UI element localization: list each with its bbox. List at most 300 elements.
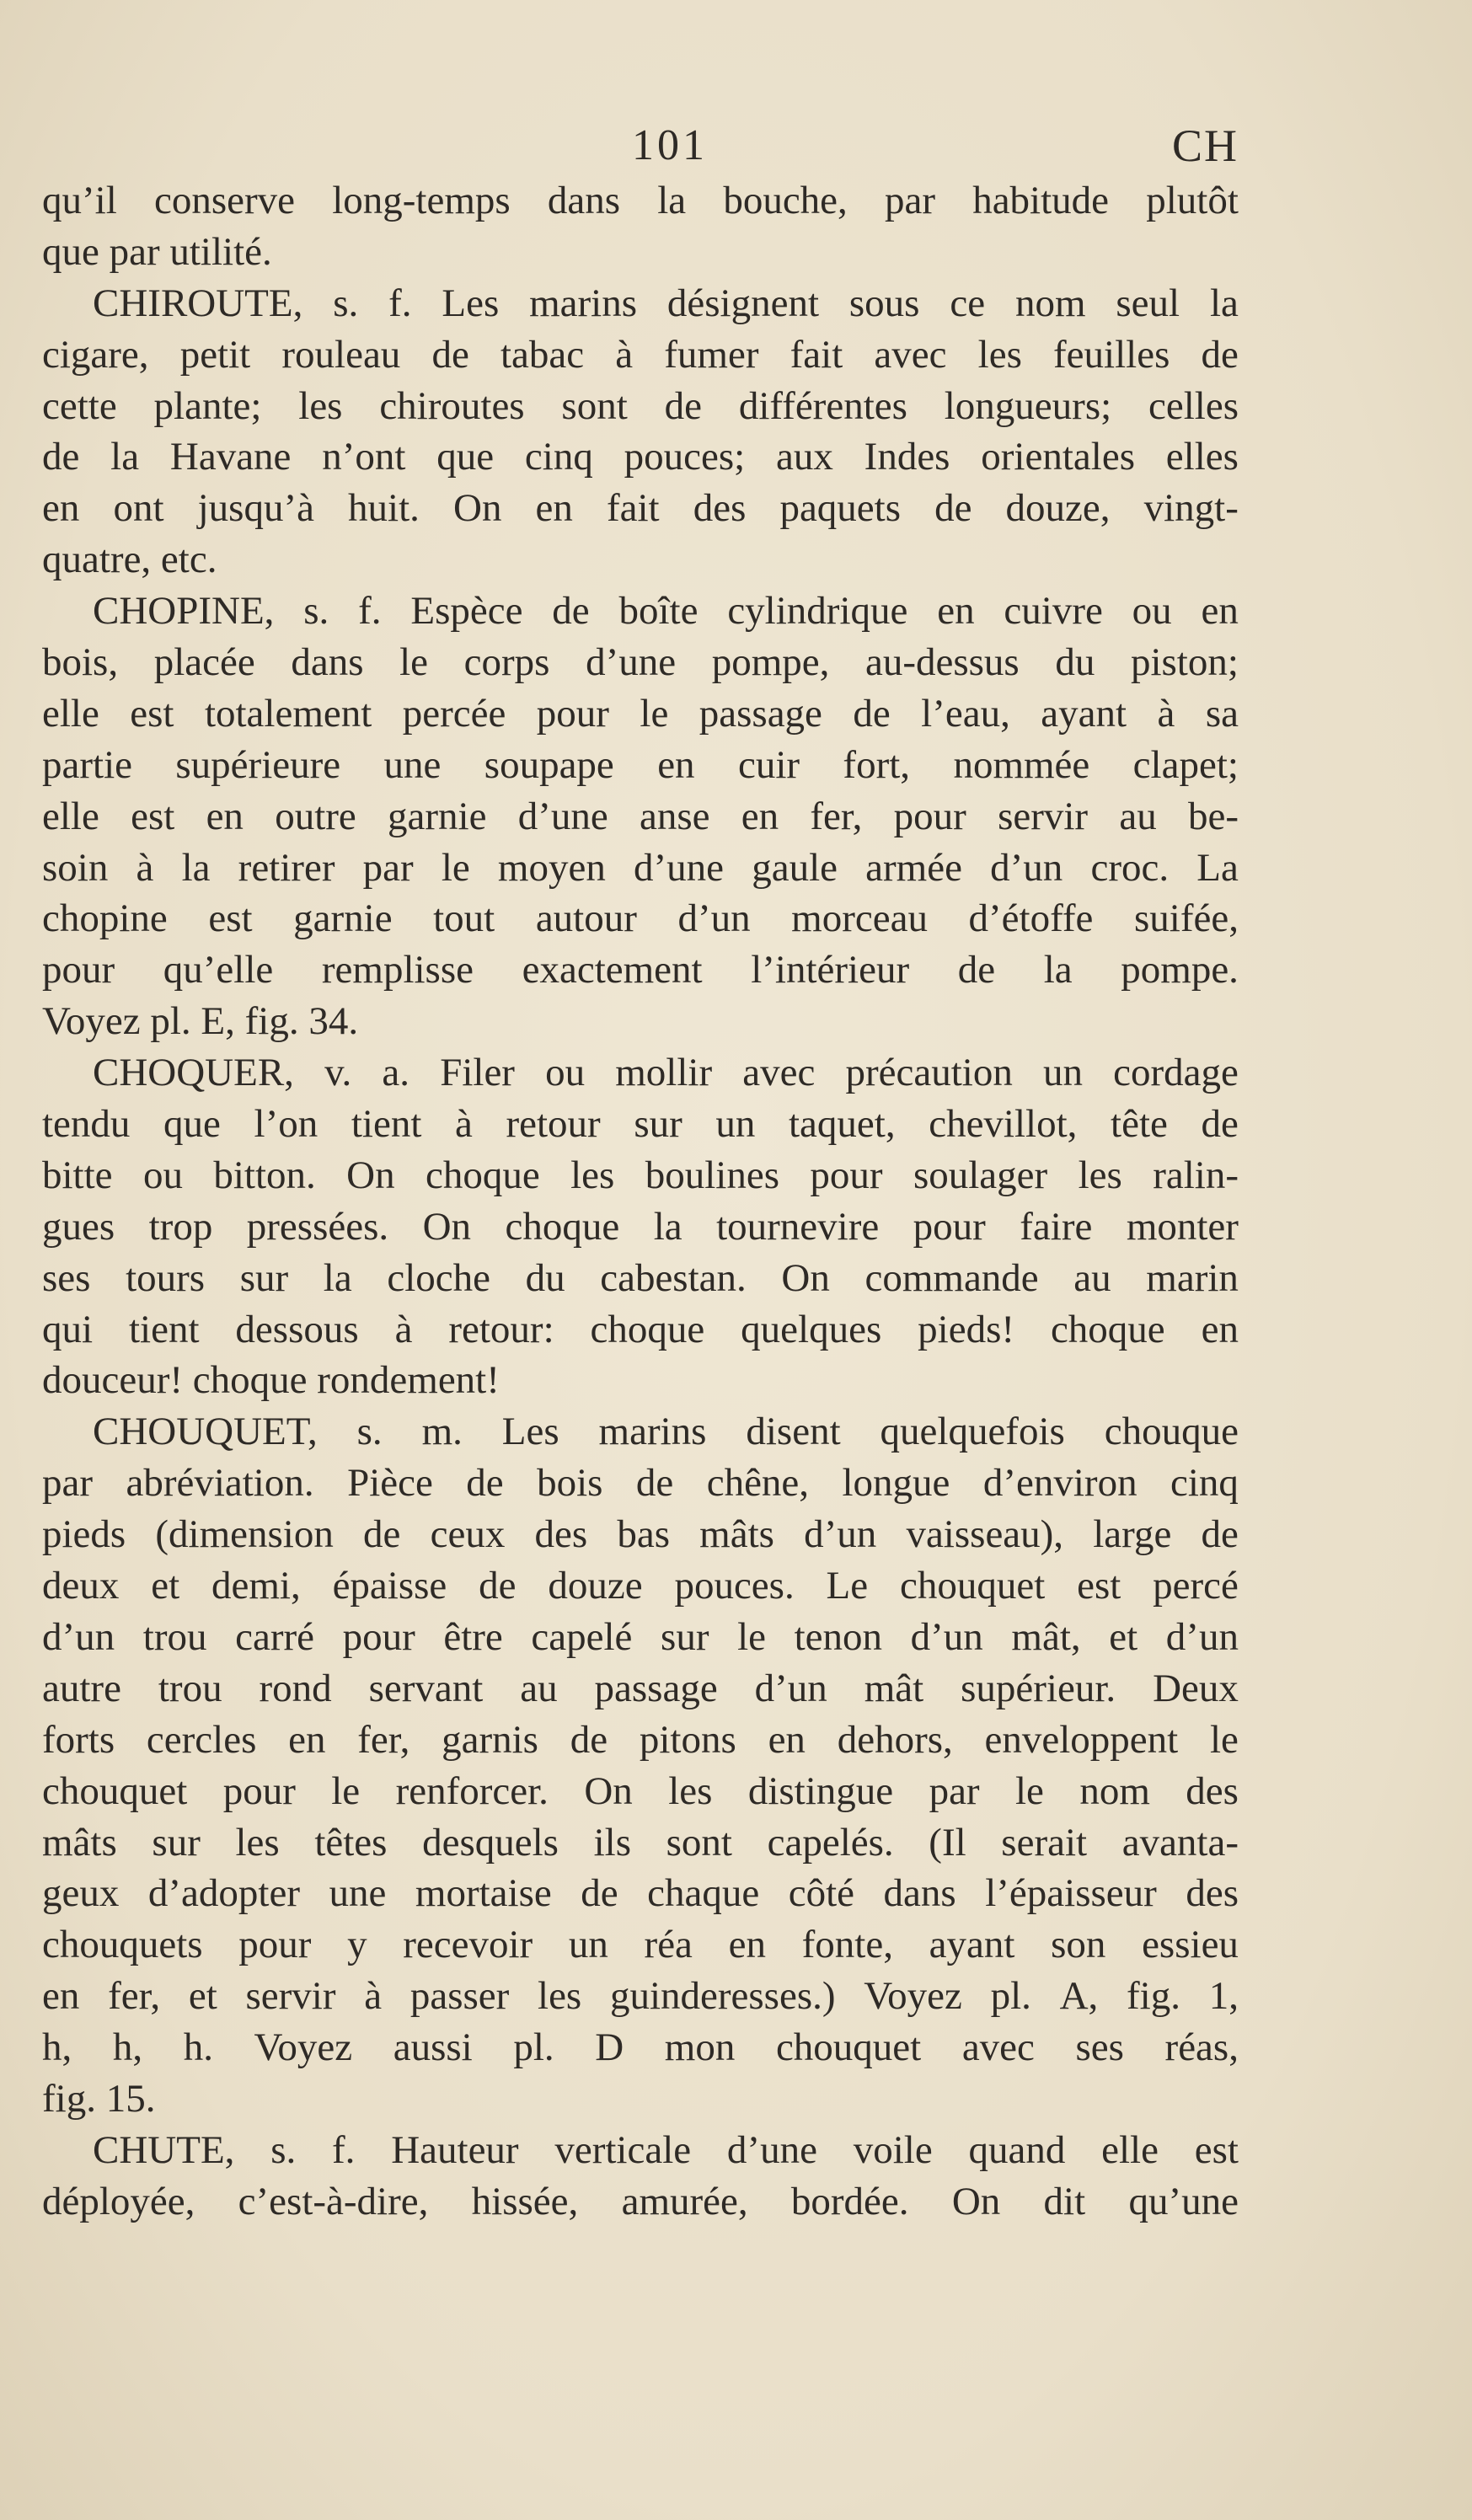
word: fait (790, 332, 843, 377)
word: ou (1132, 589, 1172, 634)
word: d’un (677, 896, 751, 941)
word: mollir (615, 1051, 713, 1095)
word: CHUTE, (93, 2127, 235, 2172)
word: dans (883, 1871, 956, 1916)
word: pour (893, 794, 966, 838)
word: avec (961, 2025, 1035, 2070)
word: avec (874, 332, 947, 377)
word: ils (593, 1820, 632, 1865)
word: Les (501, 1410, 559, 1454)
word: garnie (388, 794, 487, 838)
word: corps (463, 640, 550, 685)
word: choque (1050, 1307, 1165, 1351)
word: Havane (169, 435, 292, 479)
word: long-temps (332, 179, 511, 222)
line-text: quatre, etc. (42, 538, 217, 582)
text-line (42, 1150, 1239, 1201)
word: sous (848, 281, 920, 325)
word: au (1073, 1255, 1111, 1300)
word: par (884, 179, 935, 222)
word: de (664, 383, 702, 428)
word: CHOQUER, (93, 1051, 294, 1095)
word: nom (1014, 281, 1086, 325)
word: elles (1165, 435, 1239, 479)
word: cinq (1170, 1461, 1239, 1506)
word: réas, (1164, 2025, 1239, 2070)
word: trou (142, 1614, 207, 1659)
word: tête (1111, 1102, 1168, 1147)
word: CHOPINE, (93, 589, 275, 634)
word: vingt- (1143, 486, 1239, 531)
word: qu’elle (163, 948, 274, 992)
word: par (929, 1768, 980, 1813)
word: avec (742, 1051, 816, 1095)
text-line (42, 843, 1239, 894)
word: f. (358, 589, 382, 634)
text-line (42, 534, 1239, 586)
word: de (957, 948, 996, 992)
word: s. (356, 1410, 383, 1454)
word: monter (1126, 1204, 1239, 1249)
word: m. (421, 1410, 463, 1454)
word: h. (183, 2025, 213, 2070)
word: carré (235, 1614, 314, 1659)
word: à (455, 1102, 473, 1147)
word: Les (442, 281, 500, 325)
word: pompe, (711, 640, 830, 685)
text-line (42, 1201, 1239, 1253)
word: pour (913, 1204, 986, 1249)
word: le (1210, 1717, 1239, 1762)
word: qui (42, 1307, 94, 1351)
word: cordage (1113, 1051, 1239, 1095)
word: jusqu’à (197, 486, 314, 531)
word: disent (746, 1410, 841, 1454)
word: les (538, 1974, 582, 2019)
word: bitton. (213, 1153, 316, 1197)
word: n’ont (322, 435, 406, 479)
word: est (1194, 2127, 1239, 2172)
word: pour (238, 1923, 312, 1967)
word: bordée. (790, 2179, 909, 2223)
word: le (737, 1614, 767, 1659)
word: rond (259, 1666, 332, 1710)
word: chouquet (899, 1564, 1046, 1608)
text-line (42, 1304, 1239, 1356)
word: vaisseau), (906, 1512, 1064, 1557)
word: Indes (864, 435, 950, 479)
line-text: Voyez pl. E, fig. 34. (42, 999, 359, 1044)
text-line (42, 996, 1239, 1047)
word: marins (529, 281, 638, 325)
word: bois, (42, 640, 119, 685)
word: différentes (738, 383, 907, 428)
word: est (131, 794, 175, 838)
word: elle (42, 794, 99, 838)
word: de (363, 1512, 401, 1557)
word: de (581, 1871, 618, 1916)
word: est (130, 691, 174, 736)
word: pressées. (246, 1204, 389, 1249)
word: et (1109, 1614, 1138, 1659)
word: suifée, (1133, 896, 1239, 941)
word: y (347, 1923, 367, 1967)
word: s. (270, 2127, 297, 2172)
word: douze, (1005, 486, 1111, 531)
word: clapet; (1132, 742, 1239, 787)
word: choque (505, 1204, 620, 1249)
word: f. (332, 2127, 356, 2172)
word: choque (590, 1307, 705, 1351)
word: un (715, 1102, 756, 1147)
word: de (1201, 1512, 1239, 1557)
word: serait (1001, 1820, 1088, 1865)
word: Espèce (410, 589, 523, 634)
word: des (1186, 1768, 1239, 1813)
word: celles (1148, 383, 1239, 428)
word: quand (968, 2127, 1066, 2172)
word: de (853, 691, 891, 736)
word: en (42, 1974, 80, 2019)
word: Voyez (864, 1974, 962, 2019)
text-line (42, 637, 1239, 688)
word: et (151, 1564, 180, 1608)
word: de (431, 332, 469, 377)
text-line (42, 1612, 1239, 1663)
word: mât (864, 1666, 924, 1710)
text-line (42, 1663, 1239, 1715)
word: morceau (791, 896, 928, 941)
word: garnis (442, 1717, 538, 1762)
word: elle (42, 691, 99, 736)
word: cercles (146, 1717, 257, 1762)
word: fer, (810, 794, 863, 838)
word: CHOUQUET, (93, 1410, 318, 1454)
word: feuilles (1053, 332, 1170, 377)
word: ou (142, 1153, 183, 1197)
word: l’épaisseur (985, 1871, 1157, 1916)
word: le (441, 845, 470, 890)
text-line (42, 893, 1239, 944)
word: verticale (554, 2127, 692, 2172)
word: tabac (500, 332, 585, 377)
text-line (42, 2022, 1239, 2073)
word: taquet, (789, 1102, 896, 1147)
word: anse (639, 794, 710, 838)
word: l’on (254, 1102, 318, 1147)
word: est (1077, 1564, 1121, 1608)
word: la (1043, 948, 1073, 992)
word: à (364, 1974, 383, 2019)
word: que (436, 435, 495, 479)
word: en (206, 794, 244, 838)
word: fer, (357, 1717, 410, 1762)
dictionary-text-body (42, 175, 1239, 2228)
word: aussi (393, 2025, 473, 2070)
word: voile (853, 2127, 933, 2172)
word: sa (1205, 691, 1239, 736)
word: ses (1075, 2025, 1124, 2070)
word: moyen (497, 845, 606, 890)
word: en (288, 1717, 326, 1762)
word: bitte (42, 1153, 113, 1197)
word: mâts (42, 1820, 117, 1865)
word: de (479, 1564, 517, 1608)
text-line (42, 740, 1239, 791)
word: les (668, 1768, 713, 1813)
word: les (570, 1153, 615, 1197)
word: recevoir (403, 1923, 533, 1967)
word: dehors, (837, 1717, 953, 1762)
word: pouces. (674, 1564, 795, 1608)
word: enveloppent (984, 1717, 1179, 1762)
text-line (42, 1406, 1239, 1458)
word: dans (291, 640, 364, 685)
word: d’un (804, 1512, 877, 1557)
word: côté (788, 1871, 855, 1916)
word: sont (561, 383, 628, 428)
word: petit (179, 332, 251, 377)
word: gaule (752, 845, 838, 890)
word: fort, (843, 742, 911, 787)
text-line (42, 1047, 1239, 1099)
word: ralin- (1153, 1153, 1239, 1197)
word: dit (1043, 2179, 1086, 2223)
word: demi, (211, 1564, 301, 1608)
text-line (42, 1253, 1239, 1304)
word: trop (148, 1204, 213, 1249)
word: d’un (910, 1614, 983, 1659)
word: orientales (981, 435, 1135, 479)
word: tenon (794, 1614, 883, 1659)
word: d’adopter (147, 1871, 300, 1916)
word: d’un (754, 1666, 827, 1710)
word: une (383, 742, 442, 787)
word: d’étoffe (968, 896, 1094, 941)
word: chouque (1104, 1410, 1239, 1454)
word: de (570, 1717, 608, 1762)
word: On (781, 1255, 830, 1300)
word: ou (545, 1051, 586, 1095)
word: une (329, 1871, 387, 1916)
word: de (1201, 1102, 1239, 1147)
text-line (42, 2073, 1239, 2125)
word: en (1201, 1307, 1239, 1351)
word: les (298, 383, 343, 428)
word: percé (1153, 1564, 1239, 1608)
word: cabestan. (600, 1255, 747, 1300)
word: Deux (1153, 1666, 1239, 1710)
word: totalement (204, 691, 372, 736)
text-line (42, 1971, 1239, 2022)
word: CHIROUTE, (93, 281, 303, 325)
word: de (1201, 332, 1239, 377)
word: le (1014, 1768, 1044, 1813)
word: h, (112, 2025, 143, 2070)
running-head: CH (1171, 120, 1239, 171)
word: en (741, 794, 779, 838)
word: est (208, 896, 253, 941)
word: conserve (153, 179, 295, 222)
word: tout (433, 896, 495, 941)
word: gues (42, 1204, 115, 1249)
word: tendu (42, 1102, 131, 1147)
word: et (188, 1974, 217, 2019)
text-line (42, 1458, 1239, 1509)
word: c’est-à-dire, (238, 2179, 429, 2223)
word: en (937, 589, 975, 634)
word: cylindrique (727, 589, 908, 634)
word: un (568, 1923, 608, 1967)
text-line (42, 1560, 1239, 1612)
word: tient (351, 1102, 422, 1147)
word: cloche (387, 1255, 490, 1300)
word: au-dessus (864, 640, 1020, 685)
word: v. (324, 1051, 352, 1095)
word: pour (42, 948, 115, 992)
word: d’une (586, 640, 677, 685)
word: réa (644, 1923, 693, 1967)
word: plutôt (1146, 179, 1239, 222)
word: be- (1187, 794, 1239, 838)
word: chouquet (775, 2025, 922, 2070)
word: la (653, 1204, 682, 1249)
text-line (42, 175, 1239, 227)
word: On (453, 486, 502, 531)
word: bas (617, 1512, 670, 1557)
word: paquets (779, 486, 902, 531)
word: servant (368, 1666, 484, 1710)
word: croc. (1090, 845, 1170, 890)
word: On (951, 2179, 1001, 2223)
text-line (42, 586, 1239, 637)
word: en (535, 486, 573, 531)
word: dans (547, 179, 621, 222)
word: la (181, 845, 211, 890)
word: de (42, 435, 80, 479)
word: ayant (1041, 691, 1127, 736)
word: 1, (1208, 1974, 1239, 2019)
word: remplisse (321, 948, 474, 992)
word: soupape (484, 742, 614, 787)
word: à (1157, 691, 1175, 736)
word: tours (126, 1255, 206, 1300)
word: h, (42, 2025, 72, 2070)
word: désignent (666, 281, 820, 325)
word: On (584, 1768, 633, 1813)
word: passer (409, 1974, 510, 2019)
word: partie (42, 742, 132, 787)
word: piston; (1130, 640, 1239, 685)
word: guinderesses.) (609, 1974, 836, 2019)
word: chevillot, (929, 1102, 1078, 1147)
word: percée (402, 691, 506, 736)
word: pour (222, 1768, 296, 1813)
word: chouquet (42, 1768, 188, 1813)
text-line (42, 688, 1239, 740)
text-line (42, 1817, 1239, 1869)
word: boulines (645, 1153, 780, 1197)
word: retour: (448, 1307, 554, 1351)
word: en (728, 1923, 766, 1967)
word: longueurs; (944, 383, 1112, 428)
word: les (977, 332, 1022, 377)
word: d’une (517, 794, 608, 838)
word: A, (1059, 1974, 1099, 2019)
text-line (42, 483, 1239, 534)
word: essieu (1142, 1923, 1239, 1967)
word: fer, (108, 1974, 161, 2019)
word: geux (42, 1871, 120, 1916)
word: amurée, (621, 2179, 748, 2223)
word: mâts (699, 1512, 774, 1557)
word: servir (245, 1974, 336, 2019)
word: tournevire (716, 1204, 880, 1249)
word: en (1201, 589, 1239, 634)
word: ceux (430, 1512, 506, 1557)
word: forts (42, 1717, 115, 1762)
word: sur (239, 1255, 289, 1300)
text-line (42, 381, 1239, 432)
word: Filer (440, 1051, 515, 1095)
word: desquels (422, 1820, 559, 1865)
text-line (42, 944, 1239, 996)
word: l’eau, (921, 691, 1010, 736)
word: outre (275, 794, 356, 838)
word: au (1119, 794, 1157, 838)
page-number: 101 (632, 121, 708, 169)
word: (Il (929, 1820, 966, 1865)
word: un (1043, 1051, 1084, 1095)
word: qu’il (42, 179, 117, 222)
word: nommée (953, 742, 1090, 787)
word: d’une (634, 845, 725, 890)
word: le (399, 640, 429, 685)
word: f. (388, 281, 412, 325)
word: au (520, 1666, 558, 1710)
word: fonte, (801, 1923, 893, 1967)
word: placée (153, 640, 255, 685)
word: pouces; (624, 435, 746, 479)
word: mon (664, 2025, 736, 2070)
word: l’intérieur (751, 948, 910, 992)
word: bouche, (723, 179, 848, 222)
word: la (657, 179, 687, 222)
word: d’un (1165, 1614, 1239, 1659)
word: du (525, 1255, 565, 1300)
word: On (346, 1153, 395, 1197)
word: à (615, 332, 634, 377)
word: ont (113, 486, 164, 531)
word: exactement (522, 948, 703, 992)
word: deux (42, 1564, 120, 1608)
word: à (136, 845, 154, 890)
word: distingue (747, 1768, 894, 1813)
word: huit. (348, 486, 420, 531)
word: retour (506, 1102, 601, 1147)
word: habitude (972, 179, 1110, 222)
word: nom (1079, 1768, 1150, 1813)
word: fait (606, 486, 660, 531)
text-line (42, 1509, 1239, 1560)
word: autour (535, 896, 637, 941)
word: sur (152, 1820, 201, 1865)
word: par (362, 845, 414, 890)
word: supérieur. (961, 1666, 1116, 1710)
word: quelquefois (880, 1410, 1065, 1454)
word: le (331, 1768, 361, 1813)
word: pieds! (918, 1307, 1015, 1351)
